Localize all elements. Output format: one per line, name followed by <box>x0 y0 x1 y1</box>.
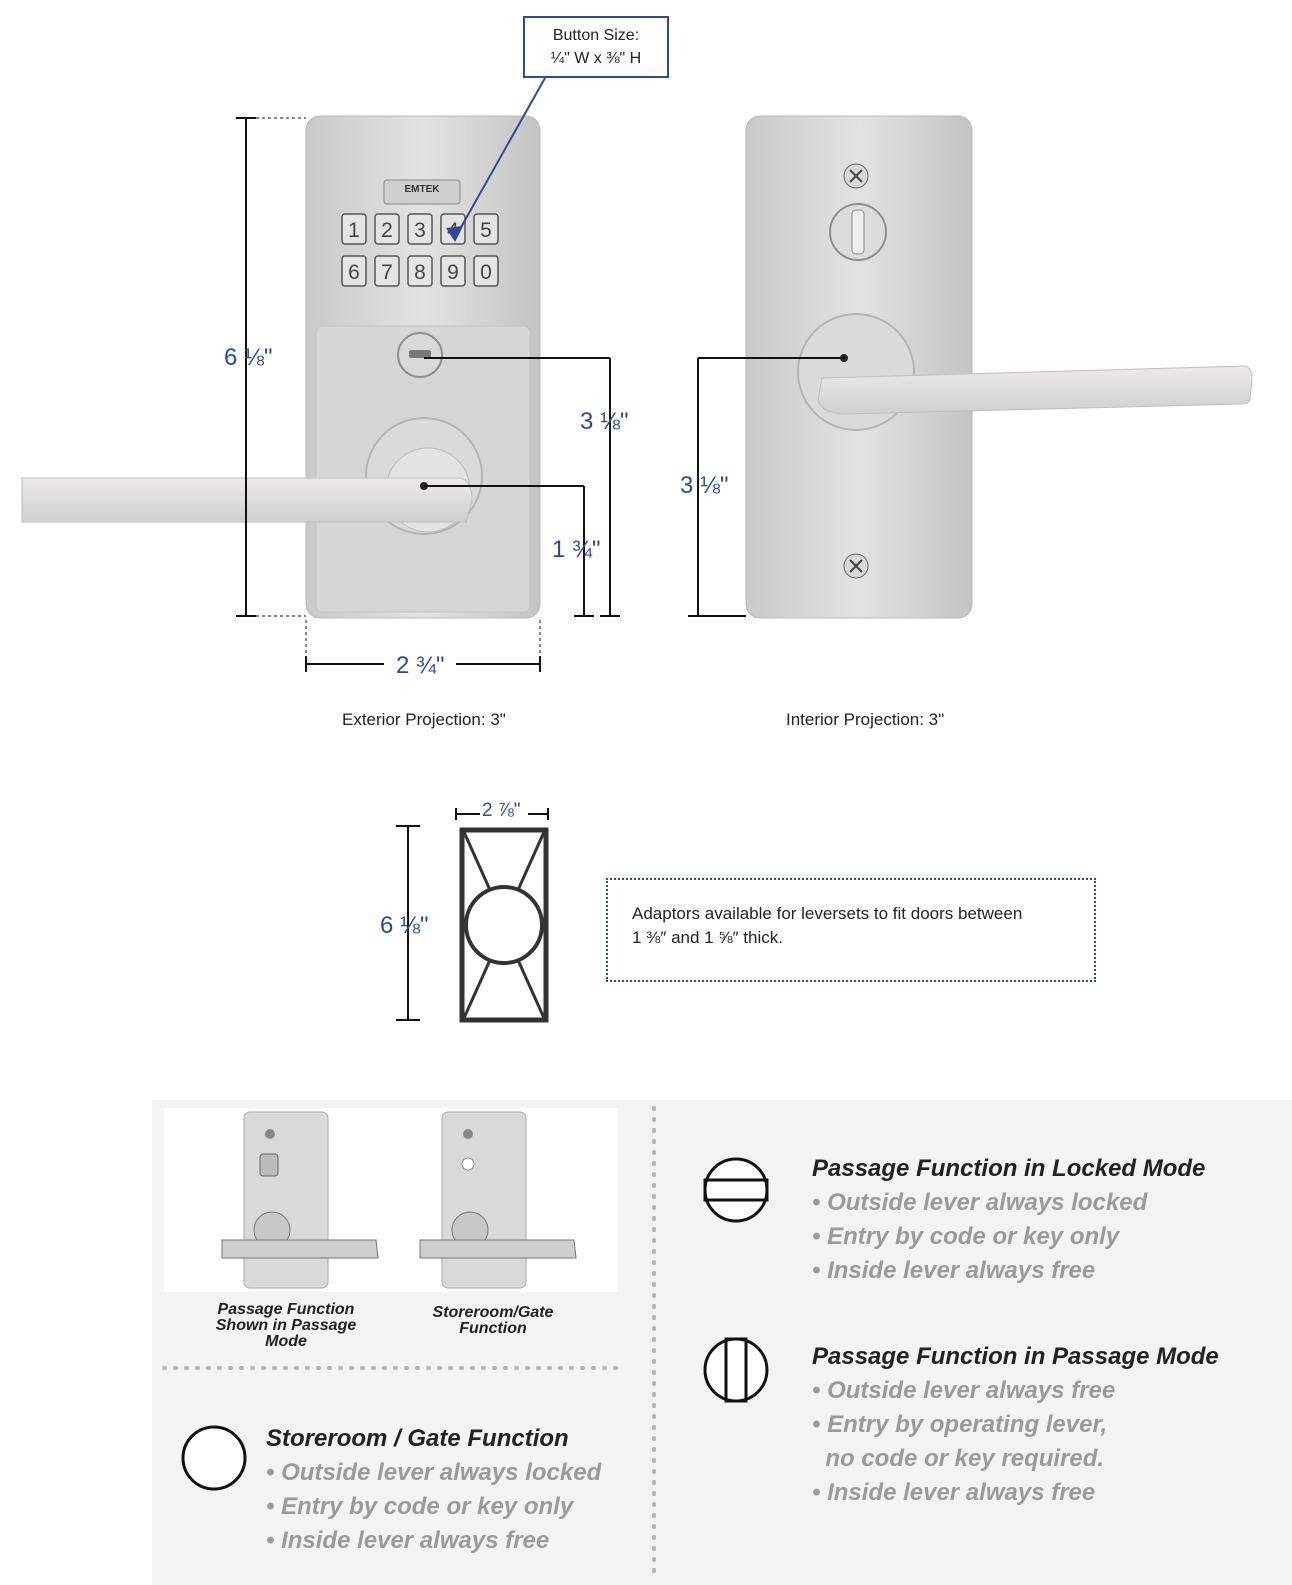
brand-plate: EMTEK <box>404 184 440 195</box>
keypad-digit: 6 <box>348 261 360 284</box>
adaptor-note <box>606 878 1096 982</box>
caption-line: Mode <box>265 1333 307 1350</box>
keypad-digit: 0 <box>480 261 492 284</box>
caption-line: Storeroom/Gate <box>432 1304 554 1321</box>
function-item: • Entry by code or key only <box>266 1493 574 1520</box>
caption-line: Shown in Passage <box>215 1317 357 1334</box>
passage-mode-title: Passage Function in Passage Mode <box>812 1343 1219 1370</box>
storeroom-photo-caption <box>408 1305 578 1337</box>
callout-title: Button Size: <box>552 27 640 44</box>
function-item: • Outside lever always locked <box>266 1459 602 1486</box>
lever-height-label: 1 ¾" <box>552 536 601 563</box>
caption-line: Function <box>459 1320 527 1337</box>
keypad-digit: 8 <box>414 261 426 284</box>
button-size-callout <box>523 16 669 78</box>
function-item: • Inside lever always free <box>812 1257 1096 1284</box>
passage-photo-caption <box>196 1302 376 1350</box>
keypad-digit: 5 <box>480 219 492 242</box>
function-item: • Outside lever always locked <box>812 1189 1148 1216</box>
exterior-height-label: 6 ⅛" <box>224 344 273 371</box>
adaptor-note-line1: Adaptors available for leversets to fit doors between <box>632 904 1023 923</box>
locked-mode-title: Passage Function in Locked Mode <box>812 1155 1206 1182</box>
keypad-digit: 2 <box>381 219 393 242</box>
interior-lock <box>746 116 1252 618</box>
function-item: • Entry by code or key only <box>812 1223 1120 1250</box>
storeroom-function-icon <box>183 1427 245 1489</box>
callout-value: ¼" W x ⅜" H <box>550 50 642 67</box>
function-item: • Inside lever always free <box>266 1527 550 1554</box>
locked-mode-icon <box>705 1159 767 1221</box>
keypad-digit: 7 <box>381 261 393 284</box>
interior-caption: Interior Projection: 3" <box>786 710 945 729</box>
adaptor-note-line2: 1 ⅜″ and 1 ⅝″ thick. <box>632 928 783 947</box>
template-width-label: 2 ⅞" <box>482 800 521 821</box>
key-height-label: 3 ⅛" <box>580 408 629 435</box>
keypad-digit: 1 <box>348 219 360 242</box>
storeroom-function-title: Storeroom / Gate Function <box>266 1425 569 1452</box>
function-item: no code or key required. <box>812 1445 1105 1472</box>
caption-line: Passage Function <box>217 1301 355 1318</box>
keypad-digit: 3 <box>414 219 426 242</box>
function-item: • Inside lever always free <box>812 1479 1096 1506</box>
keypad-digit: 9 <box>447 261 459 284</box>
exterior-width-label: 2 ¾" <box>396 652 445 679</box>
exterior-caption: Exterior Projection: 3" <box>342 710 506 729</box>
interior-height-label: 3 ⅛" <box>680 472 729 499</box>
function-item: • Outside lever always free <box>812 1377 1116 1404</box>
passage-mode-icon <box>705 1339 767 1401</box>
template-height-label: 6 ⅛" <box>380 912 429 939</box>
function-item: • Entry by operating lever, <box>812 1411 1108 1438</box>
exterior-lock <box>22 116 540 618</box>
